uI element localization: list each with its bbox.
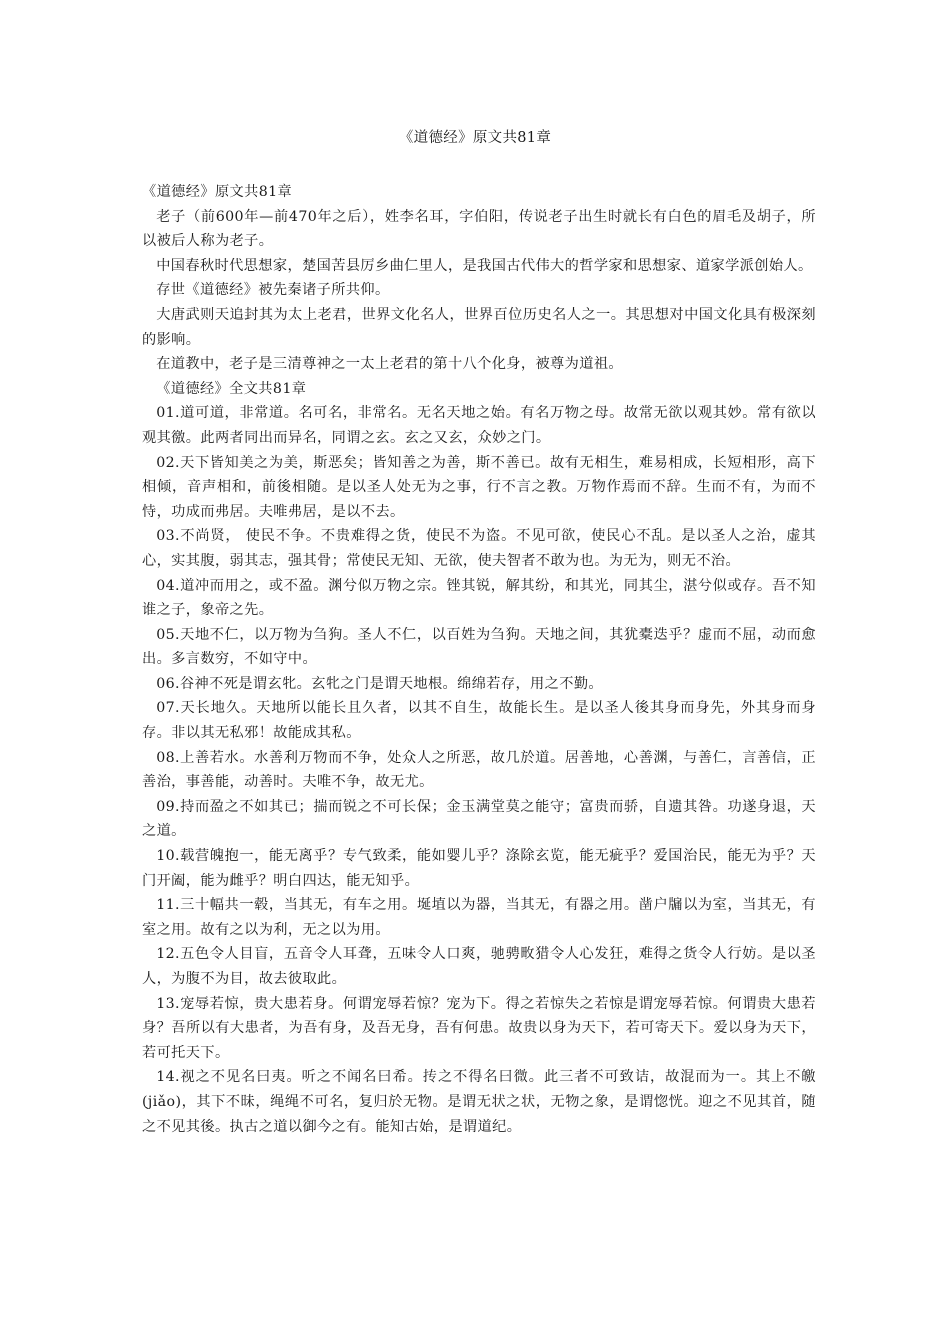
body-paragraph: 10.载营魄抱一，能无离乎？专气致柔，能如婴儿乎？涤除玄览，能无疵乎？爱国治民，能无为乎？天门开阖，能为雌乎？明白四达，能无知乎。: [142, 848, 816, 889]
body-paragraph: 存世《道德经》被先秦诸子所共仰。: [156, 282, 390, 299]
body-paragraph: 03.不尚贤， 使民不争。不贵难得之货，使民不为盗。不见可欲，使民心不乱。是以圣人之治，虚其心，实其腹，弱其志，强其骨；常使民无知、无欲，使夫智者不敢为也。为无为，则无不治。: [142, 528, 816, 569]
body-paragraph: 大唐武则天追封其为太上老君，世界文化名人，世界百位历史名人之一。其思想对中国文化具有极深刻的影响。: [142, 306, 816, 348]
body-paragraph: 在道教中，老子是三清尊神之一太上老君的第十八个化身，被尊为道祖。: [156, 356, 623, 373]
body-paragraph: 11.三十幅共一毂，当其无，有车之用。埏埴以为器，当其无，有器之用。凿户牖以为室，当其无，有室之用。故有之以为利，无之以为用。: [142, 897, 816, 938]
body-paragraph: 14.视之不见名曰夷。听之不闻名曰希。抟之不得名曰微。此三者不可致诘，故混而为一。其上不皦(jiǎo)，其下不昧，绳绳不可名，复归於无物。是谓无状之状，无物之象，是谓惚恍。迎之不见其首，随之不见其後。执古之道以御今之有。能知古始，是谓道纪。: [142, 1069, 816, 1135]
body-paragraph: 07.天长地久。天地所以能长且久者，以其不自生，故能长生。是以圣人後其身而身先，外其身而身存。非以其无私邪！故能成其私。: [142, 700, 816, 742]
body-paragraph: 08.上善若水。水善利万物而不争，处众人之所恶，故几於道。居善地，心善渊，与善仁，言善信，正善治，事善能，动善时。夫唯不争，故无尤。: [142, 749, 816, 791]
body-paragraph: 老子（前600年—前470年之后），姓李名耳，字伯阳，传说老子出生时就长有白色的眉毛及胡子，所以被后人称为老子。: [142, 208, 816, 250]
body-paragraph: 01.道可道，非常道。名可名，非常名。无名天地之始。有名万物之母。故常无欲以观其妙。常有欲以观其徼。此两者同出而异名，同谓之玄。玄之又玄，众妙之门。: [142, 405, 816, 446]
section-heading: 《道德经》原文共81章: [142, 184, 293, 200]
body-paragraph: 12.五色令人目盲，五音令人耳聋，五味令人口爽，驰骋畋猎令人心发狂，难得之货令人行妨。是以圣人，为腹不为目，故去彼取此。: [142, 946, 816, 987]
body-paragraph: 中国春秋时代思想家，楚国苦县厉乡曲仁里人，是我国古代伟大的哲学家和思想家、道家学派创始人。: [156, 257, 813, 274]
document-body: [142, 180, 816, 1139]
body-paragraph: 02.天下皆知美之为美，斯恶矣；皆知善之为善，斯不善已。故有无相生，难易相成，长短相形，高下相倾，音声相和，前後相随。是以圣人处无为之事，行不言之教。万物作焉而不辞。生而不有，为而不恃，功成而弗居。夫唯弗居，是以不去。: [142, 454, 816, 520]
body-paragraph: 04.道冲而用之，或不盈。渊兮似万物之宗。锉其锐，解其纷，和其光，同其尘，湛兮似或存。吾不知谁之子，象帝之先。: [142, 577, 816, 619]
body-paragraph: 09.持而盈之不如其已；揣而锐之不可长保；金玉满堂莫之能守；富贵而骄，自遗其咎。功遂身退，天之道。: [142, 798, 816, 840]
body-paragraph: 06.谷神不死是谓玄牝。玄牝之门是谓天地根。绵绵若存，用之不勤。: [156, 675, 603, 692]
body-paragraph: 《道德经》全文共81章: [156, 380, 307, 397]
document-title: 《道德经》原文共81章: [398, 130, 552, 146]
body-paragraph: 13.宠辱若惊，贵大患若身。何谓宠辱若惊？宠为下。得之若惊失之若惊是谓宠辱若惊。何谓贵大患若身？吾所以有大患者，为吾有身，及吾无身，吾有何患。故贵以身为天下，若可寄天下。爱以身为天下，若可托天下。: [142, 995, 816, 1061]
body-paragraph: 05.天地不仁，以万物为刍狗。圣人不仁，以百姓为刍狗。天地之间，其犹橐迭乎？虚而不屈，动而愈出。多言数穷，不如守中。: [142, 626, 816, 668]
